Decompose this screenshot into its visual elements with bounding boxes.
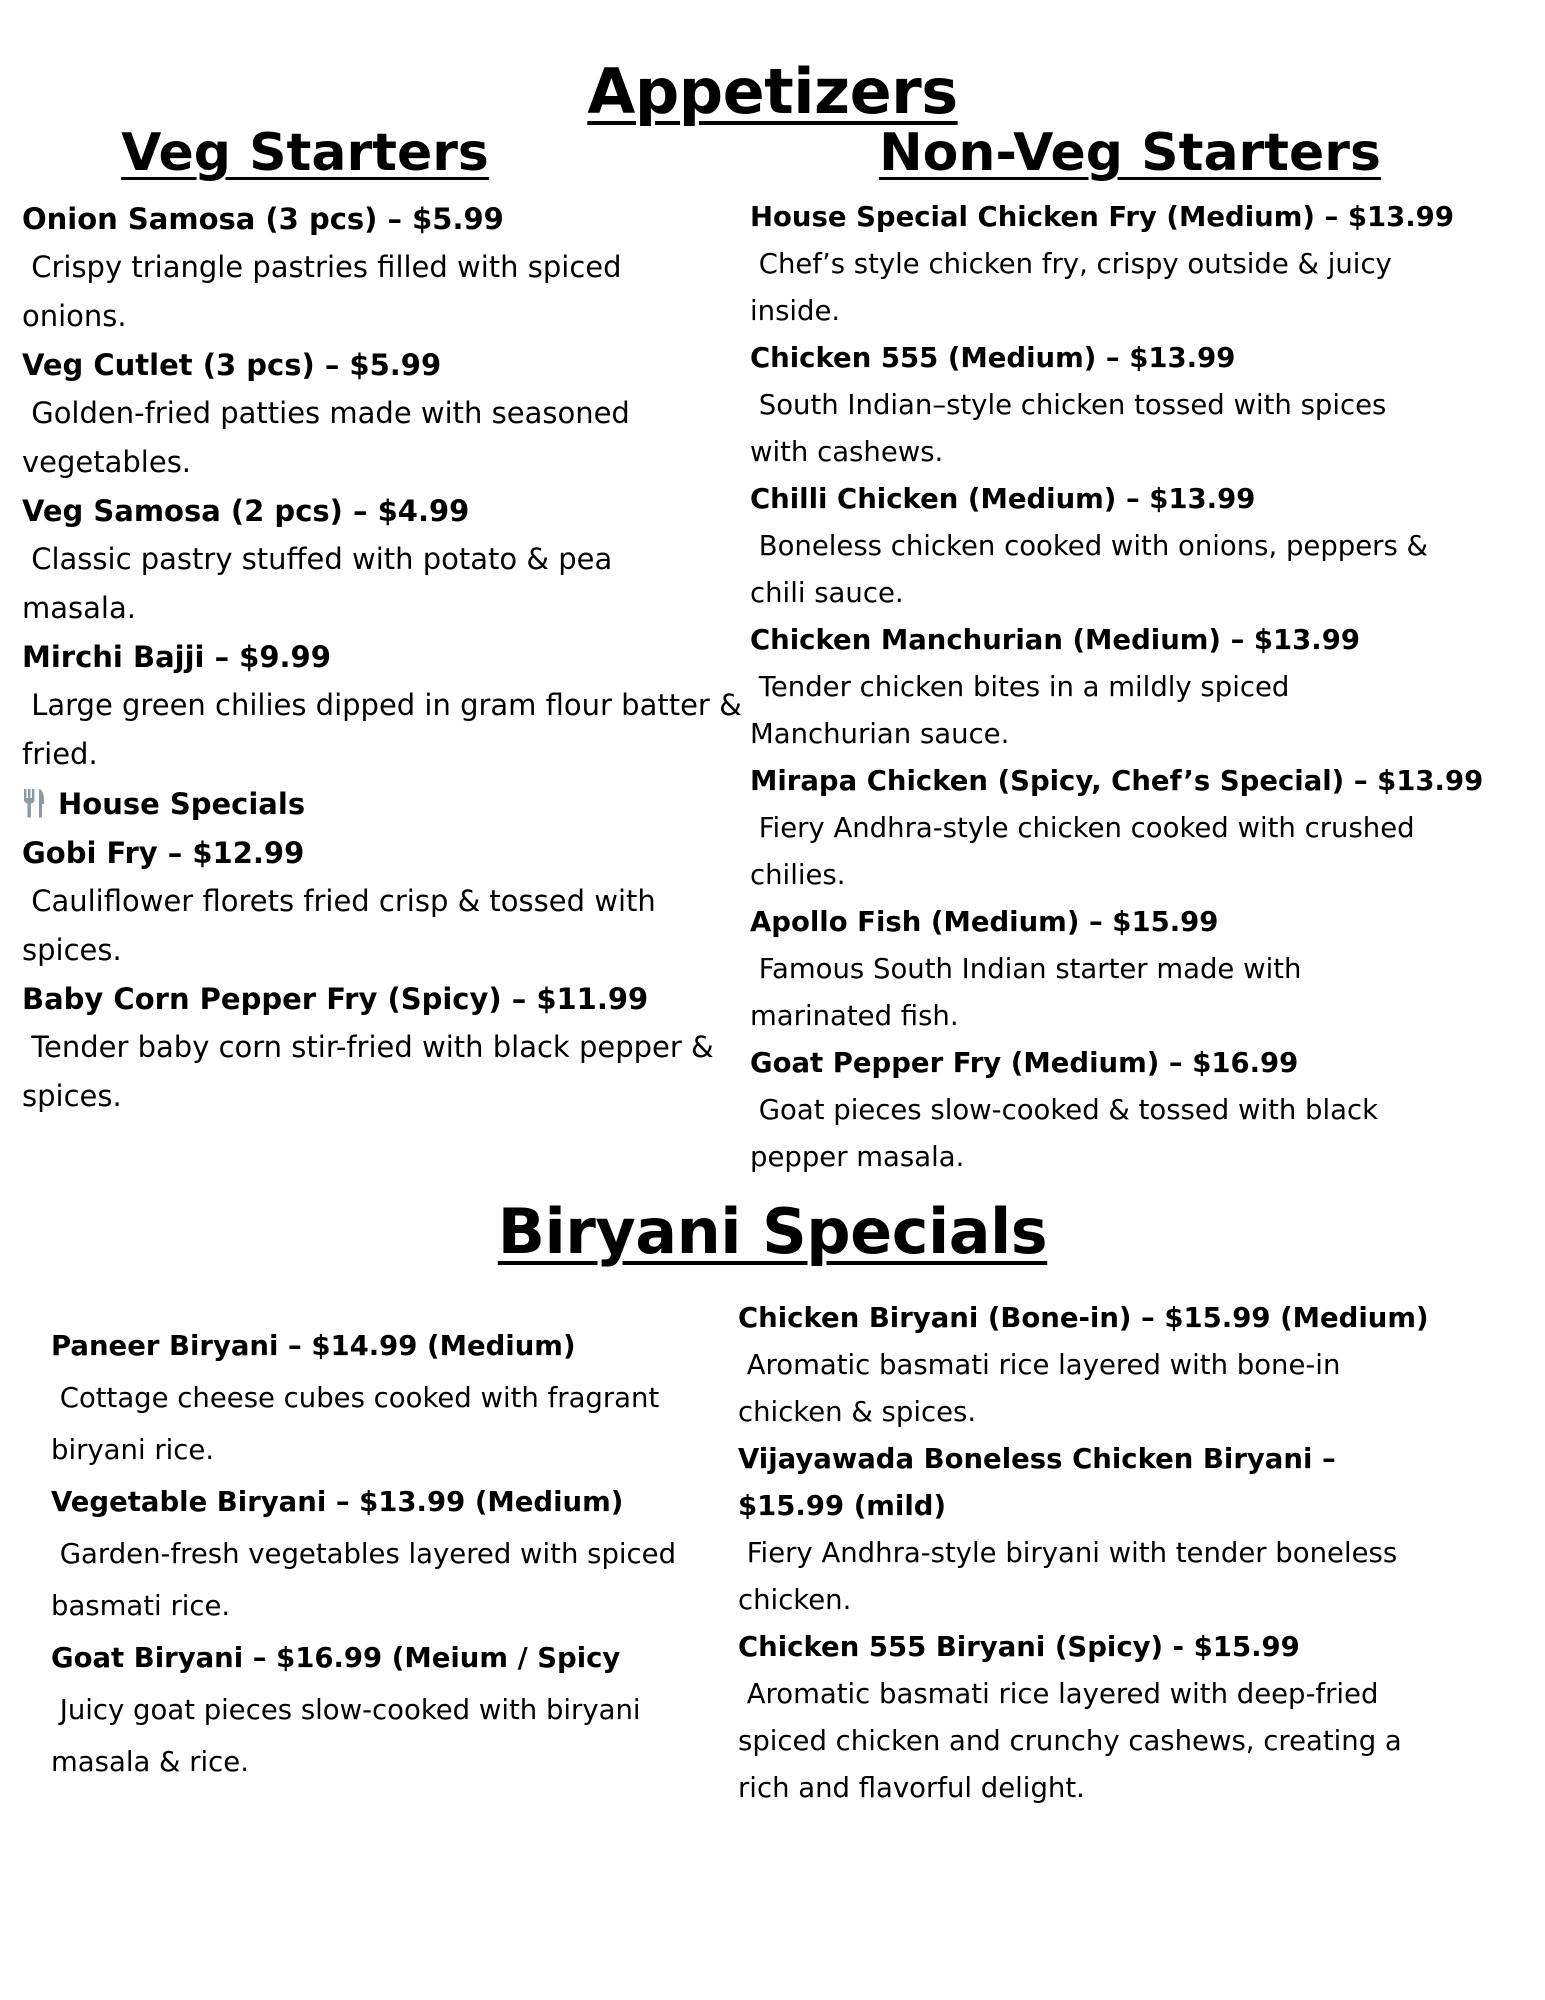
item-name: Veg Cutlet (3 pcs) – $5.99	[22, 348, 442, 382]
menu-item	[51, 1632, 731, 1788]
menu-item	[51, 1320, 731, 1476]
menu-item	[22, 975, 757, 1121]
appetizers-title: Appetizers	[587, 55, 958, 128]
item-name: Mirapa Chicken (Spicy, Chef’s Special) – $13.99	[750, 765, 1484, 797]
item-name: Goat Biryani – $16.99 (Meium / Spicy	[51, 1642, 621, 1674]
menu-item	[750, 194, 1470, 335]
item-description: Boneless chicken cooked with onions, peppers & chili sauce.	[750, 530, 1428, 609]
item-description: Famous South Indian starter made with marinated fish.	[750, 953, 1302, 1032]
item-description: Golden-fried patties made with seasoned vegetables.	[22, 396, 630, 479]
item-description: Classic pastry stuffed with potato & pea masala.	[22, 542, 613, 625]
non-veg-starters-list	[750, 194, 1484, 1181]
item-description: South Indian–style chicken tossed with spices with cashews.	[750, 389, 1387, 468]
item-name: Baby Corn Pepper Fry (Spicy) – $11.99	[22, 982, 649, 1016]
item-description: Fiery Andhra-style chicken cooked with crushed chilies.	[750, 812, 1415, 891]
item-name: House Special Chicken Fry (Medium) – $13.99	[750, 201, 1454, 233]
item-description: Tender chicken bites in a mildly spiced Manchurian sauce.	[750, 671, 1290, 750]
item-description: Cottage cheese cubes cooked with fragrant biryani rice.	[51, 1382, 660, 1466]
item-description: Goat pieces slow-cooked & tossed with black pepper masala.	[750, 1094, 1379, 1173]
menu-item	[750, 1040, 1470, 1181]
biryani-right-list	[738, 1295, 1458, 1812]
menu-item	[22, 829, 757, 975]
fork-knife-icon	[22, 788, 46, 818]
item-name: Chicken 555 (Medium) – $13.99	[750, 342, 1236, 374]
menu-item	[22, 633, 757, 779]
item-name: Chicken 555 Biryani (Spicy) - $15.99	[738, 1631, 1300, 1663]
item-name: Chicken Manchurian (Medium) – $13.99	[750, 624, 1361, 656]
item-name: Apollo Fish (Medium) – $15.99	[750, 906, 1219, 938]
biryani-left-list	[51, 1320, 731, 1788]
item-description: Large green chilies dipped in gram flour batter & fried.	[22, 688, 742, 771]
item-name: Veg Samosa (2 pcs) – $4.99	[22, 494, 470, 528]
non-veg-starters-heading: Non-Veg Starters	[879, 123, 1381, 183]
item-name: Onion Samosa (3 pcs) – $5.99	[22, 202, 504, 236]
menu-item	[738, 1436, 1458, 1624]
veg-starters-heading: Veg Starters	[121, 123, 489, 183]
item-name: Vijayawada Boneless Chicken Biryani – $15.99 (mild)	[738, 1443, 1336, 1522]
menu-item	[738, 1624, 1458, 1812]
menu-item	[22, 195, 757, 341]
item-description: Cauliflower florets fried crisp & tossed with spices.	[22, 884, 656, 967]
item-description: Aromatic basmati rice layered with deep-fried spiced chicken and crunchy cashews, creating a rich and flavorful delight.	[738, 1678, 1402, 1804]
menu-item	[750, 335, 1470, 476]
house-specials-subheading	[22, 779, 757, 829]
item-name: Goat Pepper Fry (Medium) – $16.99	[750, 1047, 1299, 1079]
menu-item	[750, 899, 1470, 1040]
item-description: Aromatic basmati rice layered with bone-in chicken & spices.	[738, 1349, 1341, 1428]
item-name: Gobi Fry – $12.99	[22, 836, 305, 870]
menu-item	[750, 758, 1484, 899]
item-name: Chicken Biryani (Bone-in) – $15.99 (Medium)	[738, 1302, 1429, 1334]
biryani-specials-title: Biryani Specials	[497, 1195, 1048, 1268]
house-specials-label: House Specials	[58, 787, 306, 821]
menu-item	[51, 1476, 731, 1632]
veg-starters-list	[22, 195, 757, 1121]
item-description: Fiery Andhra-style biryani with tender boneless chicken.	[738, 1537, 1398, 1616]
item-description: Garden-fresh vegetables layered with spiced basmati rice.	[51, 1538, 677, 1622]
menu-item	[750, 476, 1470, 617]
menu-item	[750, 617, 1470, 758]
item-description: Chef’s style chicken fry, crispy outside & juicy inside.	[750, 248, 1392, 327]
item-name: Chilli Chicken (Medium) – $13.99	[750, 483, 1256, 515]
item-description: Crispy triangle pastries filled with spiced onions.	[22, 250, 622, 333]
menu-item	[22, 341, 757, 487]
menu-item	[738, 1295, 1458, 1436]
item-name: Paneer Biryani – $14.99 (Medium)	[51, 1330, 576, 1362]
item-description: Juicy goat pieces slow-cooked with biryani masala & rice.	[51, 1694, 641, 1778]
item-name: Vegetable Biryani – $13.99 (Medium)	[51, 1486, 624, 1518]
item-name: Mirchi Bajji – $9.99	[22, 640, 331, 674]
menu-item	[22, 487, 757, 633]
item-description: Tender baby corn stir-fried with black pepper & spices.	[22, 1030, 714, 1113]
